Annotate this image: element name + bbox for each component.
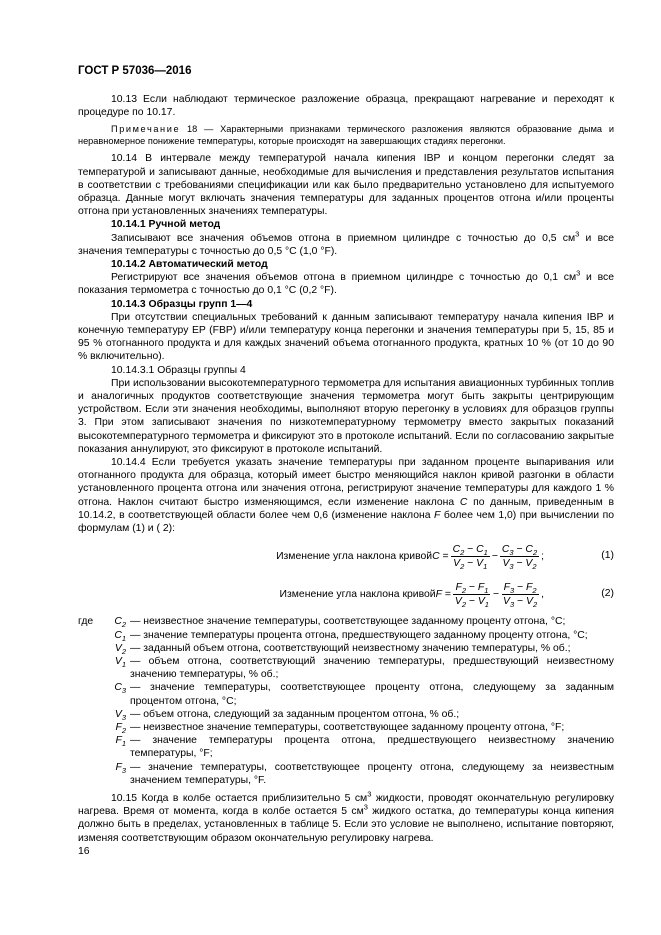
formula-number: (1)	[601, 550, 614, 562]
text-part: и все значения температуры с точностью до 0,5 °С (1,0 °F).	[78, 232, 614, 257]
heading-10-14-3-1: 10.14.3.1 Образцы группы 4	[111, 364, 246, 376]
paragraph-10-14-3: При отсутствии специальных требований к данным записывают температуру начала кипения IBP и конечную температуру EP (FBP) и/или температуру конца перегонки и значения температуры при 5, 15, 85 и 95 % отогнанного продукта и для каждых значений объема отогнанного продукта, кратных 10 % (от 10 до 90 % включительно).	[78, 311, 614, 363]
definition-item	[78, 642, 614, 655]
symbol-index: 1	[121, 739, 126, 749]
symbol-index: 1	[121, 633, 126, 643]
note-18	[78, 123, 614, 147]
denominator: $V_2 - V_1$	[454, 595, 489, 609]
document-id: ГОСТ Р 57036—2016	[78, 65, 192, 77]
definition-symbol	[78, 734, 130, 760]
definition-item	[78, 615, 614, 628]
paragraph-10-13: 10.13 Если наблюдают термическое разложение образца, прекращают нагревание и переходят к процедуре по 10.17.	[78, 94, 614, 119]
paragraph-10-14-4	[78, 456, 614, 535]
symbol-letter: F	[115, 721, 122, 733]
page-number: 16	[78, 846, 90, 857]
definition-symbol	[78, 721, 130, 734]
formula-1	[78, 539, 614, 573]
definition-symbol	[78, 708, 130, 721]
formula-expression: Изменение угла наклона кривой С = $\frac{С_2 - С_1}{V_2 - V_1}$ − $\frac{С_3 - С_2}{V_3 - V_2}$ ;	[276, 543, 544, 571]
variable-f: F	[434, 509, 441, 521]
definition-text: — значение температуры процента отгона, предшествующего неизвестному значению температуры, °F;	[130, 735, 614, 760]
definition-symbol	[78, 642, 130, 655]
formula-label: Изменение угла наклона кривой	[276, 550, 433, 562]
denominator: $V_3 - V_2$	[502, 557, 537, 571]
fraction	[501, 581, 539, 608]
text-part: по данным, приведенным в 10.14.2, в соответствующей области более чем 0,6 (изменение наклона	[78, 496, 614, 521]
heading-10-14-2: 10.14.2 Автоматический метод	[111, 259, 268, 271]
symbol-index: 3	[121, 686, 126, 696]
symbol-letter: V	[114, 642, 122, 654]
note-text: 18 — Характерными признаками термического разложения являются образование дыма и неравномерное понижение температуры, которые происходят на завершающих стадиях перегонки.	[78, 124, 614, 147]
symbol-index: 3	[121, 712, 126, 722]
symbol-letter: C	[114, 616, 122, 628]
text-part: более чем 1,0) при вычислении по формулам (1) и ( 2):	[78, 509, 614, 535]
symbol-letter: V	[114, 708, 122, 720]
definition-item	[78, 734, 614, 760]
formula-number: (2)	[601, 588, 614, 600]
symbol-index: 2	[121, 726, 126, 735]
numerator: $С_2 - С_1$	[452, 543, 488, 557]
definition-symbol	[78, 655, 130, 681]
formula-end: ;	[541, 550, 544, 562]
formula-2	[78, 577, 614, 611]
text-part: 10.15 Когда в колбе остается приблизительно 5 см	[111, 792, 368, 804]
definition-item	[78, 761, 614, 787]
text-part: жидкости, проводят окончательную регулировку нагрева. Время от момента, когда в колбе остается 5 см	[78, 792, 614, 818]
paragraph-10-14-3-1: При использовании высокотемпературного термометра для испытания авиационных турбинных топлив и аналогичных продуктов соответствующие значения термометра могут быть закрыты центрирующим устройством. Если эти значения необходимы, выполняют вторую перегонку в условиях для образцов группы 3. При этом записывают значения по низкотемпературному термометру вместо закрытых показаний высокотемпературного термометра и фиксируют это в протоколе испытаний. Если по согласованию закрытые показания аннулируют, это фиксируют в протоколе испытаний.	[78, 377, 615, 455]
numerator: $F_2 - F_1$	[455, 581, 489, 595]
text-part: жидкого остатка, до температуры конца кипения должно быть в пределах, установленных в таблице 5. Если это условие не выполнено, испытание повторяют, изменяя соответствующим образом окончательную регулировку нагрева.	[78, 806, 614, 844]
definition-symbol	[78, 681, 130, 707]
formula-end: ,	[541, 588, 544, 600]
symbol-index: 2	[121, 620, 126, 630]
definition-item	[78, 708, 614, 721]
heading-10-14-1: 10.14.1 Ручной метод	[111, 219, 221, 231]
symbol-letter: C	[114, 682, 122, 694]
definition-symbol	[78, 629, 130, 642]
definition-text: — заданный объем отгона, соответствующий неизвестному значению температуры, % об.;	[130, 642, 571, 654]
formula-variable: F	[435, 588, 442, 600]
symbol-index: 3	[121, 765, 126, 775]
heading-10-14-3: 10.14.3 Образцы групп 1—4	[111, 298, 253, 310]
definition-symbol	[78, 761, 130, 787]
where-label: где	[78, 616, 94, 628]
definition-text: — неизвестное значение температуры, соответствующее заданному проценту отгона, °С;	[130, 616, 566, 628]
fraction	[451, 543, 490, 570]
formula-expression: Изменение угла наклона кривой F = $\frac{F_2 - F_1}{V_2 - V_1}$ − $\frac{F_3 - F_2}{V_3 - V_2}$ ,	[279, 581, 544, 609]
symbol-letter: F	[115, 761, 122, 773]
definition-text: — неизвестное значение температуры, соответствующее заданному проценту отгона, °F;	[130, 721, 565, 733]
text-part: и все показания термометра с точностью до 0,1 °С (0,2 °F).	[78, 272, 614, 297]
numerator: $С_3 - С_2$	[501, 543, 538, 557]
page-content	[78, 93, 614, 845]
variable-c: С	[459, 496, 468, 508]
formula-variable: С	[432, 550, 440, 562]
symbol-letter: F	[115, 735, 122, 747]
definitions-list	[78, 615, 614, 787]
paragraph-10-14-2	[78, 268, 614, 297]
denominator: $V_3 - V_2$	[503, 595, 538, 609]
symbol-letter: V	[114, 655, 122, 667]
definition-item	[78, 655, 614, 681]
superscript: 3	[575, 229, 580, 239]
paragraph-10-14: 10.14 В интервале между температурой начала кипения IBP и концом перегонки следят за температурой и записывают данные, необходимые для вычисления и представления результатов испытания в соответствии с требованиями спецификации или как было предварительно установлено для испытуемого образца. Данные могут включать значения температуры для заданных процентов отгона и/или проценты отгона при установленных значениях температуры.	[78, 153, 614, 218]
superscript: 3	[363, 802, 368, 812]
definition-text: — объем отгона, следующий за заданным процентом отгона, % об.;	[130, 708, 460, 720]
definition-text: — значение температуры, соответствующее проценту отгона, следующему за заданным процентом отгона, °С;	[130, 682, 614, 707]
text-part: Записывают все значения объемов отгона в приемном цилиндре с точностью до 0,5 см	[111, 232, 576, 244]
text-part: Регистрируют все значения объемов отгона в приемном цилиндре с точностью до 0,1 см	[111, 272, 577, 284]
definition-item	[78, 681, 614, 707]
numerator: $F_3 - F_2$	[503, 581, 537, 595]
fraction	[500, 543, 539, 570]
symbol-index: 1	[121, 659, 126, 669]
paragraph-10-15	[78, 789, 614, 845]
denominator: $V_2 - V_1$	[453, 557, 488, 571]
definition-symbol	[78, 615, 130, 628]
symbol-letter: C	[114, 629, 122, 641]
symbol-index: 2	[121, 646, 126, 656]
definition-text: — значение температуры, соответствующее проценту отгона, следующему за неизвестным значением температуры, °F.	[130, 761, 614, 786]
note-label: Примечание	[111, 124, 181, 135]
definition-item	[78, 721, 614, 734]
formula-label: Изменение угла наклона кривой	[279, 588, 436, 600]
paragraph-10-14-1	[78, 229, 614, 258]
fraction	[453, 581, 491, 608]
superscript: 3	[576, 268, 581, 278]
definition-item	[78, 629, 614, 642]
superscript: 3	[367, 789, 372, 799]
text-part: 10.14.4 Если требуется указать значение температуры при заданном проценте выпаривания или отогнанного продукта для образца, который имеет быстро меняющийся наклон кривой разгонки в области установленного процента отгона или значения отгона, регистрируют значение температуры для каждого 1 % отгона. Наклон считают быстро изменяющимся, если изменение наклона	[78, 457, 614, 508]
definition-text: — объем отгона, соответствующий значению температуры, предшествующий неизвестному значению температуры, % об.;	[130, 655, 614, 681]
definition-text: — значение температуры процента отгона, предшествующего заданному проценту отгона, °С;	[130, 629, 588, 641]
